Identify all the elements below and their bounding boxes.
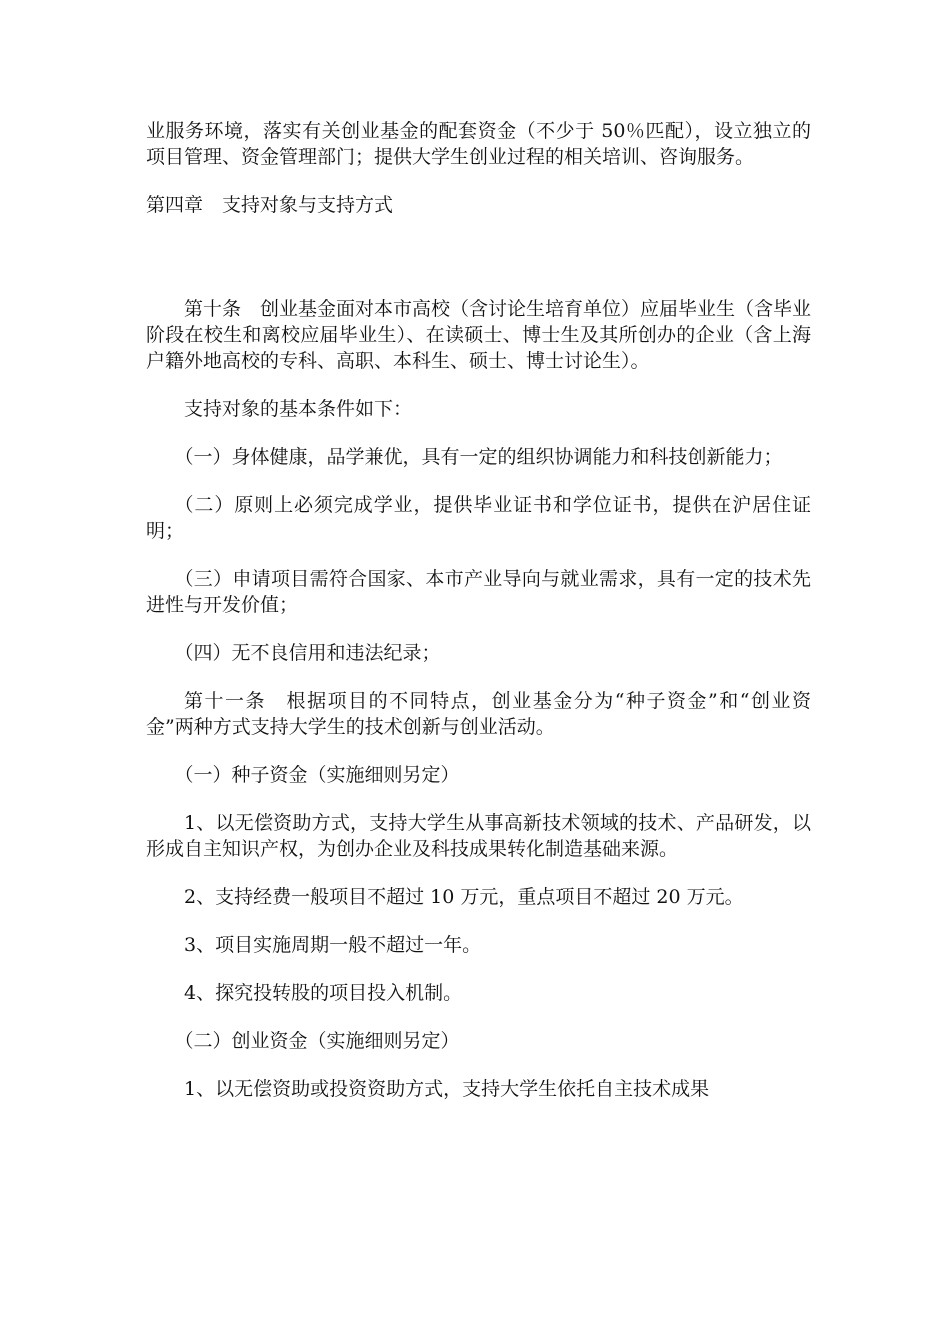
document-body xyxy=(146,118,811,1102)
seed-fund-heading: （一）种子资金（实施细则另定） xyxy=(174,764,460,786)
article-10: 第十条 创业基金面对本市高校（含讨论生培育单位）应届毕业生（含毕业阶段在校生和离校应届毕业生）、在读硕士、博士生及其所创办的企业（含上海户籍外地高校的专科、高职、本科生、硕士、博士讨论生）。 xyxy=(146,298,812,372)
condition-item-4: （四）无不良信用和违法纪录； xyxy=(174,642,441,664)
seed-fund-item-1: 1、以无偿资助方式，支持大学生从事高新技术领域的技术、产品研发，以形成自主知识产权，为创办企业及科技成果转化制造基础来源。 xyxy=(146,812,811,860)
article-11: 第十一条 根据项目的不同特点，创业基金分为“种子资金”和“创业资金”两种方式支持大学生的技术创新与创业活动。 xyxy=(146,690,811,738)
condition-item-3: （三）申请项目需符合国家、本市产业导向与就业需求，具有一定的技术先进性与开发价值； xyxy=(146,568,811,616)
chapter-heading: 第四章 支持对象与支持方式 xyxy=(146,194,394,216)
venture-fund-item-1: 1、以无偿资助或投资资助方式，支持大学生依托自主技术成果 xyxy=(184,1078,710,1100)
seed-fund-item-2: 2、支持经费一般项目不超过 10 万元，重点项目不超过 20 万元。 xyxy=(184,886,744,908)
paragraph-continuation: 业服务环境，落实有关创业基金的配套资金（不少于 50％匹配），设立独立的项目管理、资金管理部门；提供大学生创业过程的相关培训、咨询服务。 xyxy=(146,120,811,168)
venture-fund-heading: （二）创业资金（实施细则另定） xyxy=(174,1030,460,1052)
condition-item-2: （二）原则上必须完成学业，提供毕业证书和学位证书，提供在沪居住证明； xyxy=(146,494,811,542)
condition-item-1: （一）身体健康，品学兼优，具有一定的组织协调能力和科技创新能力； xyxy=(174,446,783,468)
seed-fund-item-3: 3、项目实施周期一般不超过一年。 xyxy=(184,934,482,956)
seed-fund-item-4: 4、探究投转股的项目投入机制。 xyxy=(184,982,463,1004)
basic-conditions-intro: 支持对象的基本条件如下： xyxy=(184,398,413,420)
